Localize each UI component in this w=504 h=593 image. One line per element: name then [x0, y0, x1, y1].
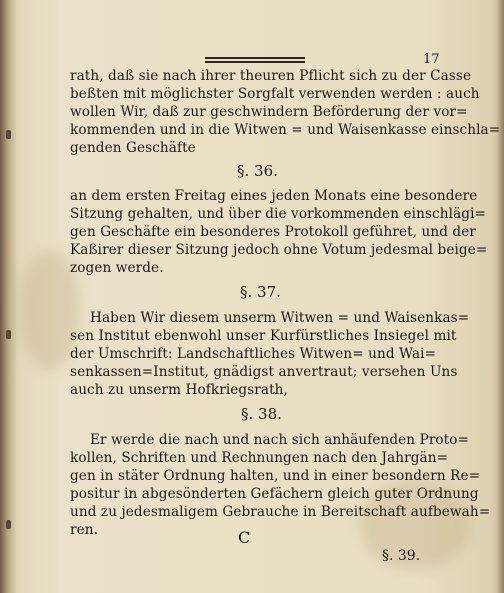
text-line: beßten mit möglichster Sorgfalt verwenden werden : auch: [70, 86, 480, 102]
text-line: gen Geschäfte ein besonderes Protokoll geführet, und der: [70, 224, 476, 240]
binding-stitch: [6, 330, 11, 339]
section-heading: §. 36.: [237, 162, 278, 180]
text-line: senkassen=Institut, gnädigst anvertraut; versehen Uns: [70, 364, 458, 380]
text-line: zogen werde.: [70, 260, 164, 276]
text-line: und zu jedesmaligem Gebrauche in Bereitschaft aufbewah=: [70, 504, 491, 520]
header-rule: [205, 57, 305, 63]
text-line: genden Geschäfte: [70, 140, 196, 156]
text-line: Er werde die nach und nach sich anhäufenden Proto=: [90, 432, 470, 448]
text-line: Sitzung gehalten, und über die vorkommenden einschlägi=: [70, 206, 487, 222]
text-line: wollen Wir, daß zur geschwindern Beförderung der vor=: [70, 104, 468, 120]
page-edge: [496, 0, 504, 593]
page-number: 17: [423, 52, 440, 67]
text-line: rath, daß sie nach ihrer theuren Pflicht sich zu der Casse: [70, 68, 472, 84]
section-heading: §. 37.: [240, 283, 281, 301]
text-line: Haben Wir diesem unserm Witwen = und Waisenkas=: [90, 310, 470, 326]
text-line: Kaßirer dieser Sitzung jedoch ohne Votum jedesmal beige=: [70, 242, 488, 258]
text-line: ren.: [70, 522, 99, 538]
text-line: gen in stäter Ordnung halten, und in einer besondern Re=: [70, 468, 481, 484]
page-gutter: [0, 0, 16, 593]
text-line: kommenden und in die Witwen = und Waisenkasse einschla=: [70, 122, 501, 138]
text-line: sen Institut ebenwohl unser Kurfürstliches Insiegel mit: [70, 328, 457, 344]
binding-stitch: [6, 130, 11, 139]
text-line: positur in abgesönderten Gefächern gleich guter Ordnung: [70, 486, 479, 502]
text-line: der Umschrift: Landschaftliches Witwen= und Wai=: [70, 346, 437, 362]
text-line: kollen, Schriften und Rechnungen nach den Jahrgän=: [70, 450, 449, 466]
text-line: an dem ersten Freitag eines jeden Monats eine besondere: [70, 188, 478, 204]
section-heading: §. 38.: [241, 405, 282, 423]
signature-mark: C: [238, 528, 251, 547]
text-line: auch zu unserm Hofkriegsrath,: [70, 382, 288, 398]
binding-stitch: [6, 520, 11, 529]
catchword: §. 39.: [382, 548, 421, 564]
